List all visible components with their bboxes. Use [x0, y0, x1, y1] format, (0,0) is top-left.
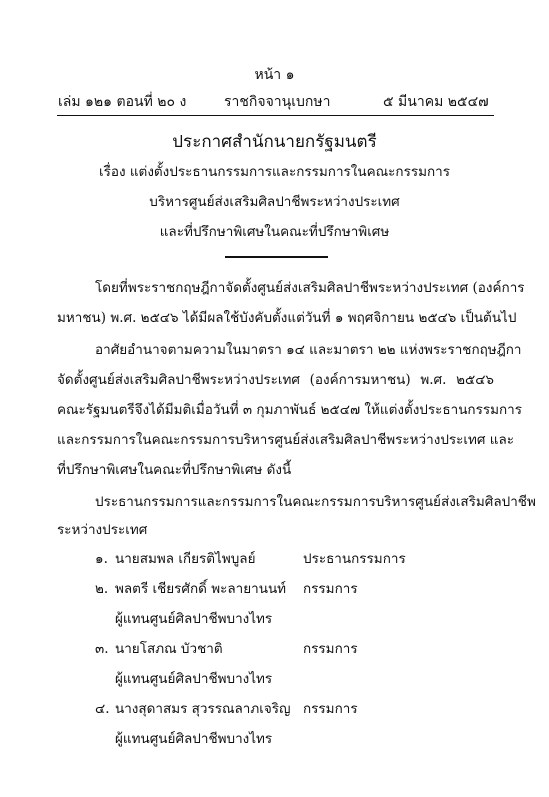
- member-name: พลตรี เชียรศักดิ์ พะลายานนท์: [115, 581, 287, 597]
- body-line: ประธานกรรมการและกรรมการในคณะกรรมการบริหารศูนย์ส่งเสริมศิลปาชีพ: [95, 494, 536, 510]
- title-divider: [225, 256, 328, 258]
- page-number: หน้า ๑: [254, 67, 295, 83]
- body-line: และกรรมการในคณะกรรมการบริหารศูนย์ส่งเสริมศิลปาชีพระหว่างประเทศ และ: [57, 432, 514, 448]
- member-name: นางสุดาสมร สุวรรณลาภเจริญ: [115, 701, 291, 717]
- body-line: คณะรัฐมนตรีจึงได้มีมติเมื่อวันที่ ๓ กุมภาพันธ์ ๒๕๔๗ ให้แต่งตั้งประธานกรรมการ: [57, 402, 523, 418]
- subject-line-1: เรื่อง แต่งตั้งประธานกรรมการและกรรมการในคณะกรรมการ: [99, 164, 450, 180]
- body-line: อาศัยอำนาจตามความในมาตรา ๑๔ และมาตรา ๒๒ แห่งพระราชกฤษฎีกา: [95, 342, 522, 358]
- body-line: ระหว่างประเทศ: [57, 522, 148, 538]
- member-role: กรรมการ: [303, 581, 358, 597]
- member-role: กรรมการ: [303, 641, 358, 657]
- body-line: ที่ปรึกษาพิเศษในคณะที่ปรึกษาพิเศษ ดังนี้: [57, 462, 292, 478]
- member-organization: ผู้แทนศูนย์ศิลปาชีพบางไทร: [115, 611, 273, 627]
- member-name: นายโสภณ บัวชาติ: [115, 641, 223, 657]
- subject-line-3: และที่ปรึกษาพิเศษในคณะที่ปรึกษาพิเศษ: [159, 224, 390, 240]
- member-number: ๓.: [95, 641, 109, 657]
- body-line: โดยที่พระราชกฤษฎีกาจัดตั้งศูนย์ส่งเสริมศิลปาชีพระหว่างประเทศ (องค์การ: [95, 280, 525, 296]
- member-organization: ผู้แทนศูนย์ศิลปาชีพบางไทร: [115, 731, 273, 747]
- document-title: ประกาศสำนักนายกรัฐมนตรี: [172, 132, 377, 152]
- member-name: นายสมพล เกียรติไพบูลย์: [115, 551, 256, 567]
- publication-date: ๕ มีนาคม ๒๕๔๗: [383, 94, 489, 110]
- member-role: กรรมการ: [303, 701, 358, 717]
- body-line: มหาชน) พ.ศ. ๒๕๔๖ ได้มีผลใช้บังคับตั้งแต่วันที่ ๑ พฤศจิกายน ๒๕๔๖ เป็นต้นไป: [57, 310, 517, 326]
- body-line: จัดตั้งศูนย์ส่งเสริมศิลปาชีพระหว่างประเทศ (องค์การมหาชน) พ.ศ. ๒๕๔๖: [57, 372, 494, 388]
- header-divider: [57, 115, 494, 116]
- member-organization: ผู้แทนศูนย์ศิลปาชีพบางไทร: [115, 671, 273, 687]
- member-role: ประธานกรรมการ: [303, 551, 406, 567]
- volume-info: เล่ม ๑๒๑ ตอนที่ ๒๐ ง: [58, 94, 187, 110]
- member-number: ๒.: [95, 581, 109, 597]
- gazette-name: ราชกิจจานุเบกษา: [224, 94, 331, 110]
- member-number: ๔.: [95, 701, 110, 717]
- subject-line-2: บริหารศูนย์ส่งเสริมศิลปาชีพระหว่างประเทศ: [149, 194, 400, 210]
- member-number: ๑.: [95, 551, 108, 567]
